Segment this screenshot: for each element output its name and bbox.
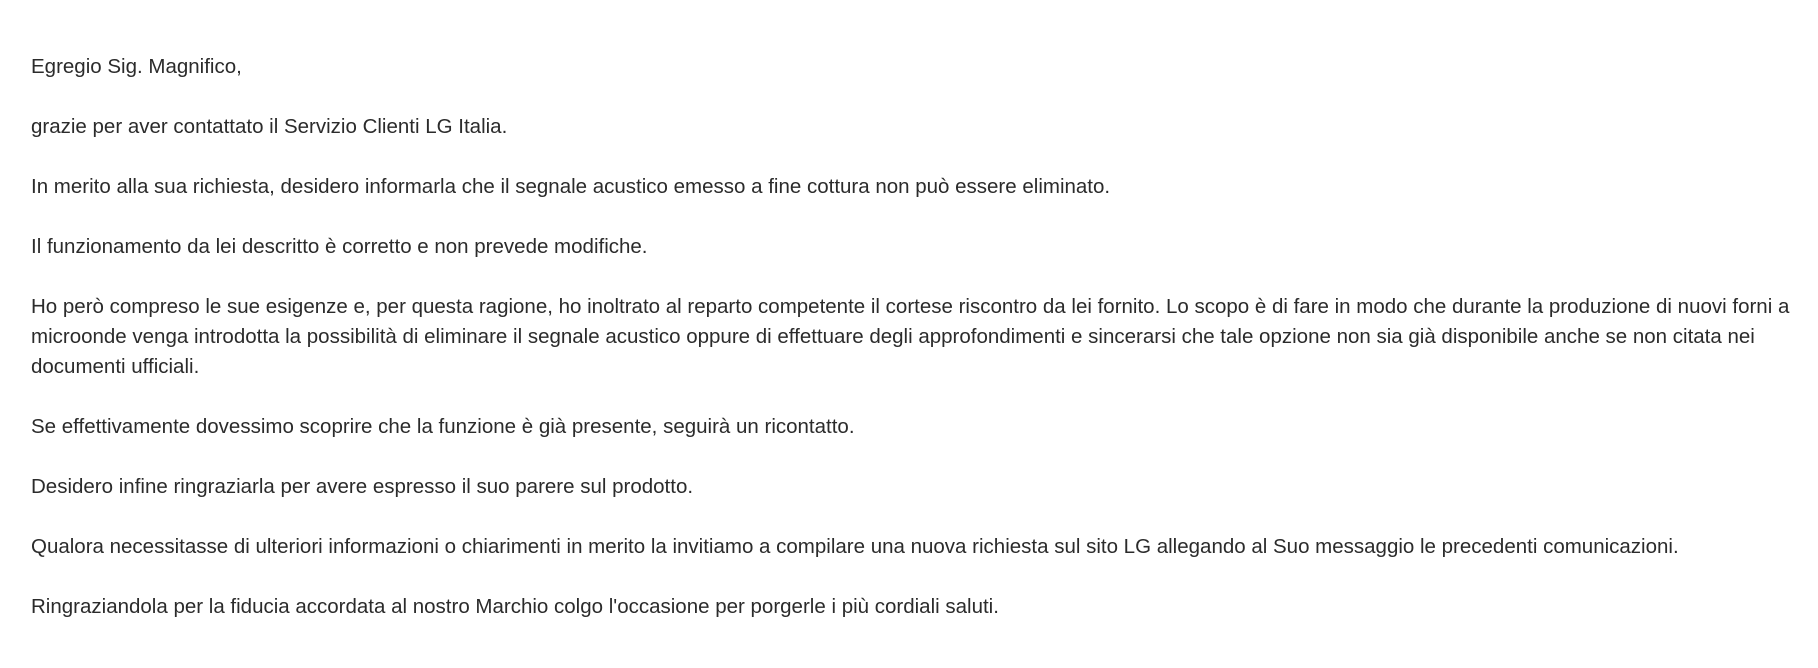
- email-paragraph-4: Ho però compreso le sue esigenze e, per questa ragione, ho inoltrato al reparto competente il cortese riscontro da lei fornito. Lo scopo è di fare in modo che durante la produzione di nuovi forni a microonde venga introdotta la possibilità di eliminare il segnale acustico oppure di effettuare degli approfondimenti e sincerarsi che tale opzione non sia già disponibile anche se non citata nei documenti ufficiali.: [31, 295, 1790, 378]
- email-body: [31, 52, 1811, 652]
- email-paragraph-2: In merito alla sua richiesta, desidero informarla che il segnale acustico emesso a fine cottura non può essere eliminato.: [31, 175, 1111, 198]
- email-greeting: Egregio Sig. Magnifico,: [31, 55, 242, 78]
- email-paragraph-6: Desidero infine ringraziarla per avere espresso il suo parere sul prodotto.: [31, 475, 694, 498]
- email-paragraph-5: Se effettivamente dovessimo scoprire che la funzione è già presente, seguirà un ricontatto.: [31, 415, 855, 438]
- email-paragraph-8: Ringraziandola per la fiducia accordata al nostro Marchio colgo l'occasione per porgerle i più cordiali saluti.: [31, 595, 999, 618]
- email-paragraph-3: Il funzionamento da lei descritto è corretto e non prevede modifiche.: [31, 235, 648, 258]
- email-paragraph-7: Qualora necessitasse di ulteriori informazioni o chiarimenti in merito la invitiamo a compilare una nuova richiesta sul sito LG allegando al Suo messaggio le precedenti comunicazioni.: [31, 535, 1679, 558]
- email-paragraph-1: grazie per aver contattato il Servizio Clienti LG Italia.: [31, 115, 508, 138]
